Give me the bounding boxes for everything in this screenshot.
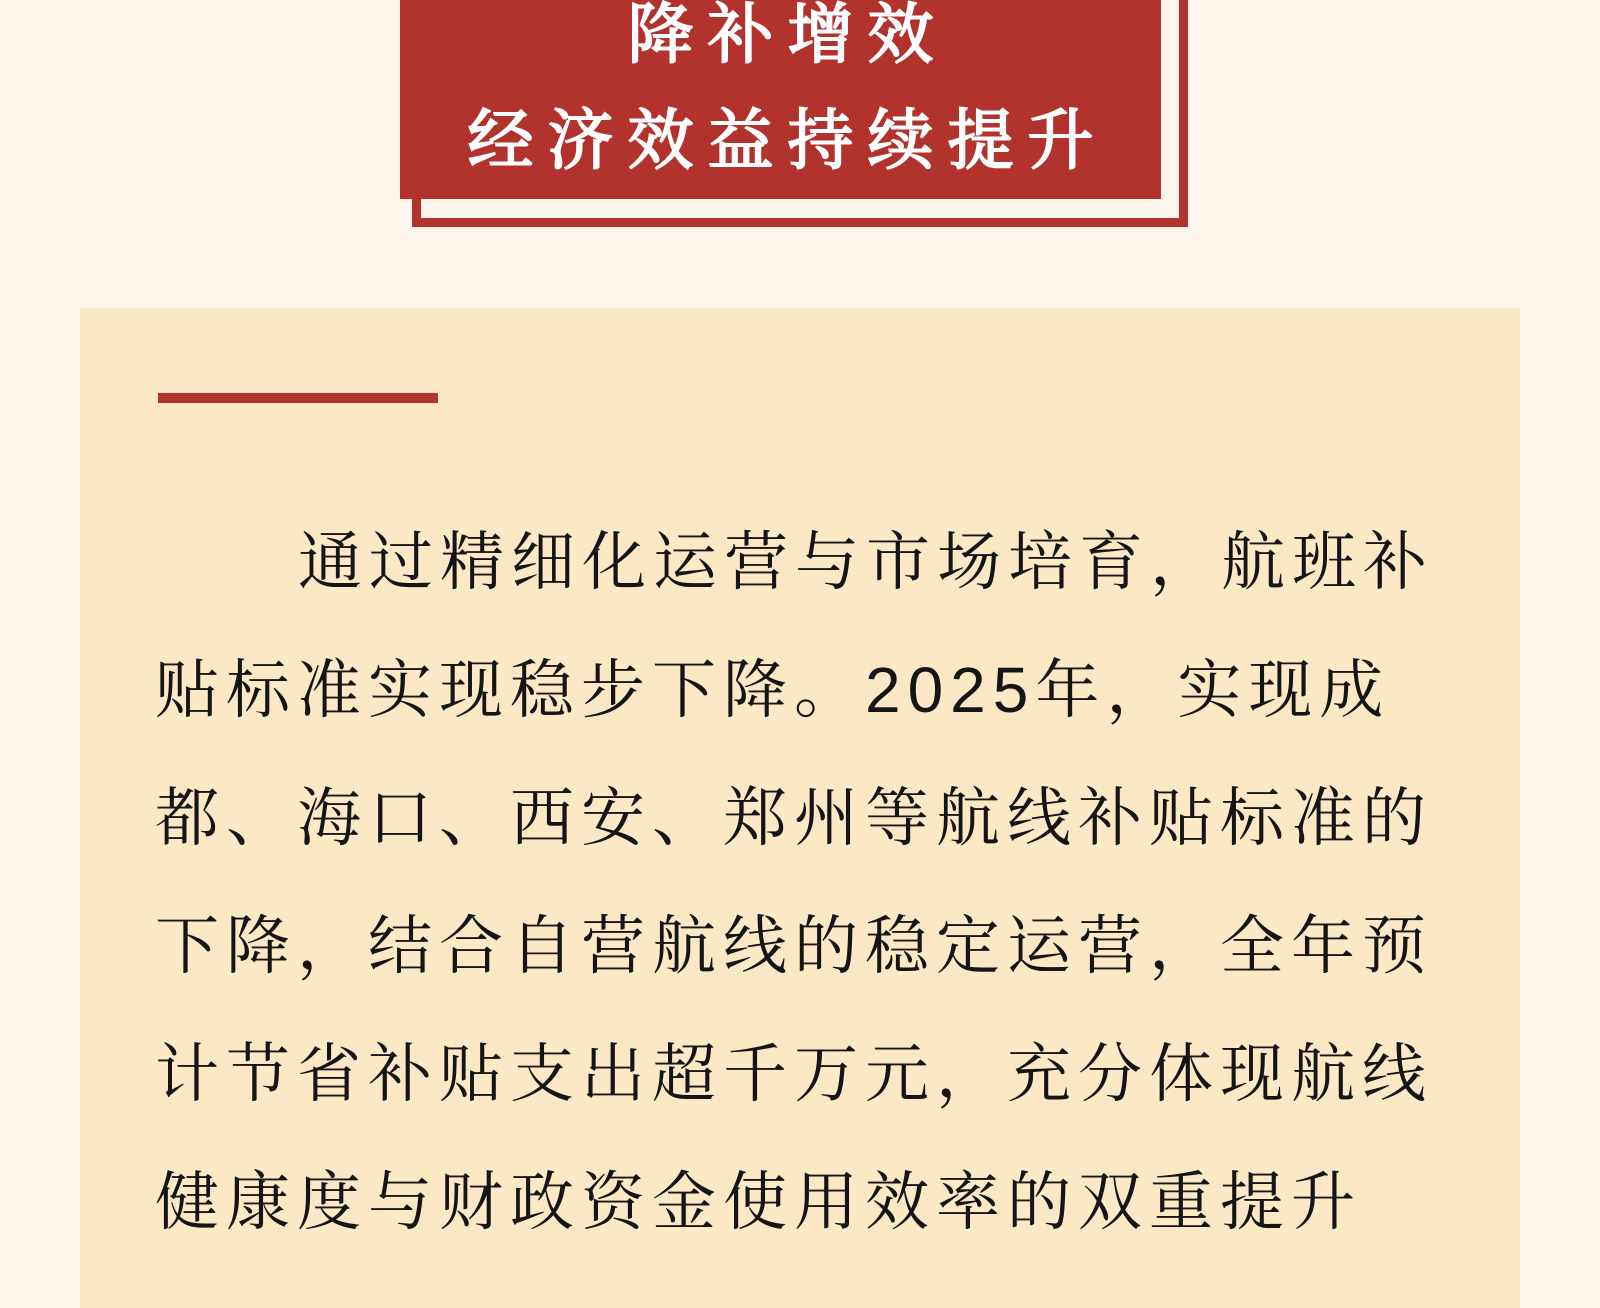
- content-panel: [80, 308, 1520, 1308]
- red-rule-divider: [158, 393, 438, 403]
- title-banner: [400, 0, 1161, 199]
- paragraph-line: 下降，结合自营航线的稳定运营，全年预: [155, 910, 1433, 982]
- paragraph-line: 通过精细化运营与市场培育，航班补: [298, 526, 1434, 598]
- paragraph-line: 计节省补贴支出超千万元，充分体现航线: [155, 1038, 1433, 1110]
- banner-title-line-2: 经济效益持续提升: [467, 103, 1108, 177]
- paragraph-line: 贴标准实现稳步下降。2025年，实现成: [155, 654, 1391, 726]
- body-paragraph: [155, 498, 1455, 1266]
- paragraph-line: 健康度与财政资金使用效率的双重提升: [155, 1166, 1362, 1238]
- banner-box: [400, 0, 1161, 199]
- paragraph-line: 都、海口、西安、郑州等航线补贴标准的: [155, 782, 1433, 854]
- banner-title-line-1: 降补增效: [627, 0, 948, 71]
